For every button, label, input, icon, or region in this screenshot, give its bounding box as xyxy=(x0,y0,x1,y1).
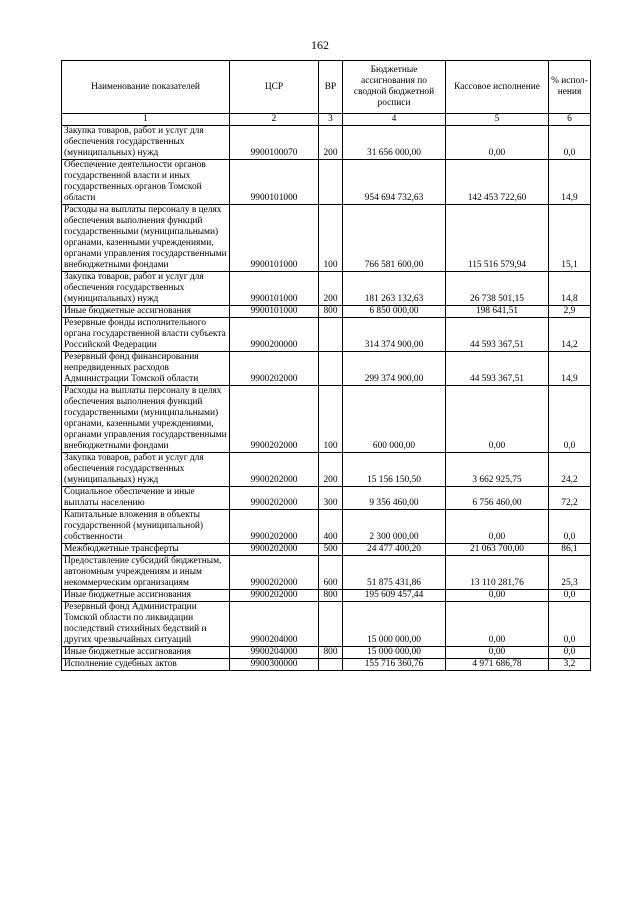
row-vr-cell: 800 xyxy=(319,306,343,318)
row-pct-cell: 2,9 xyxy=(549,306,591,318)
row-vr-cell xyxy=(319,659,343,671)
row-pct-cell: 14,9 xyxy=(549,352,591,386)
table-row xyxy=(62,318,591,352)
column-number: 4 xyxy=(343,114,446,126)
table-body xyxy=(62,126,591,671)
table-row xyxy=(62,453,591,487)
row-plan-cell: 195 609 457,44 xyxy=(343,590,446,602)
row-exec-cell: 26 738 501,15 xyxy=(446,272,549,306)
row-csr-cell: 9900202000 xyxy=(230,352,319,386)
row-vr-cell: 200 xyxy=(319,272,343,306)
row-name-cell: Обеспечение деятельности органов государственной власти и иных государственных органов Томской области xyxy=(62,160,230,205)
row-name-cell: Закупка товаров, работ и услуг для обеспечения государственных (муниципальных) нужд xyxy=(62,126,230,160)
row-plan-cell: 6 850 000,00 xyxy=(343,306,446,318)
row-name-cell: Закупка товаров, работ и услуг для обеспечения государственных (муниципальных) нужд xyxy=(62,453,230,487)
header-name: Наименование показателей xyxy=(62,61,230,114)
row-name-cell: Резервный фонд финансирования непредвиденных расходов Администрации Томской области xyxy=(62,352,230,386)
row-vr-cell: 800 xyxy=(319,647,343,659)
table-row xyxy=(62,590,591,602)
row-exec-cell: 21 063 700,00 xyxy=(446,544,549,556)
row-name-cell: Расходы на выплаты персоналу в целях обеспечения выполнения функций государственными (муниципальными) органами, казенными учреждениями, органами управления государственными внебюджетными фондами xyxy=(62,205,230,272)
budget-table xyxy=(61,60,591,671)
row-pct-cell: 14,8 xyxy=(549,272,591,306)
row-plan-cell: 31 656 000,00 xyxy=(343,126,446,160)
table-row xyxy=(62,352,591,386)
column-number: 2 xyxy=(230,114,319,126)
row-csr-cell: 9900202000 xyxy=(230,590,319,602)
table-row xyxy=(62,386,591,453)
row-name-cell: Резервные фонды исполнительного органа государственной власти субъекта Российской Федерации xyxy=(62,318,230,352)
row-csr-cell: 9900202000 xyxy=(230,487,319,510)
table-row xyxy=(62,160,591,205)
row-vr-cell xyxy=(319,160,343,205)
row-pct-cell: 3,2 xyxy=(549,659,591,671)
row-pct-cell: 0,0 xyxy=(549,602,591,647)
row-pct-cell: 0,0 xyxy=(549,386,591,453)
row-vr-cell: 100 xyxy=(319,386,343,453)
row-csr-cell: 9900101000 xyxy=(230,306,319,318)
row-csr-cell: 9900100070 xyxy=(230,126,319,160)
table-row xyxy=(62,205,591,272)
row-exec-cell: 4 971 686,78 xyxy=(446,659,549,671)
row-exec-cell: 198 641,51 xyxy=(446,306,549,318)
row-plan-cell: 2 300 000,00 xyxy=(343,510,446,544)
table-row xyxy=(62,647,591,659)
row-exec-cell: 142 453 722,60 xyxy=(446,160,549,205)
row-exec-cell: 0,00 xyxy=(446,510,549,544)
row-plan-cell: 600 000,00 xyxy=(343,386,446,453)
row-csr-cell: 9900101000 xyxy=(230,160,319,205)
row-pct-cell: 0,0 xyxy=(549,647,591,659)
column-number: 5 xyxy=(446,114,549,126)
row-pct-cell: 0,0 xyxy=(549,510,591,544)
row-exec-cell: 44 593 367,51 xyxy=(446,352,549,386)
row-plan-cell: 766 581 600,00 xyxy=(343,205,446,272)
row-vr-cell xyxy=(319,352,343,386)
table-row xyxy=(62,544,591,556)
row-csr-cell: 9900101000 xyxy=(230,272,319,306)
row-plan-cell: 15 000 000,00 xyxy=(343,647,446,659)
table-row xyxy=(62,602,591,647)
page-number: 162 xyxy=(311,38,329,52)
row-pct-cell: 24,2 xyxy=(549,453,591,487)
header-pct: % испол-нения xyxy=(549,61,591,114)
row-vr-cell: 200 xyxy=(319,453,343,487)
row-name-cell: Иные бюджетные ассигнования xyxy=(62,647,230,659)
row-name-cell: Капитальные вложения в объекты государственной (муниципальной) собственности xyxy=(62,510,230,544)
row-name-cell: Иные бюджетные ассигнования xyxy=(62,306,230,318)
row-pct-cell: 0,0 xyxy=(549,126,591,160)
row-vr-cell: 100 xyxy=(319,205,343,272)
row-name-cell: Закупка товаров, работ и услуг для обеспечения государственных (муниципальных) нужд xyxy=(62,272,230,306)
row-exec-cell: 3 662 925,75 xyxy=(446,453,549,487)
row-name-cell: Иные бюджетные ассигнования xyxy=(62,590,230,602)
column-number: 6 xyxy=(549,114,591,126)
row-pct-cell: 86,1 xyxy=(549,544,591,556)
row-exec-cell: 44 593 367,51 xyxy=(446,318,549,352)
row-plan-cell: 24 477 400,20 xyxy=(343,544,446,556)
row-csr-cell: 9900200000 xyxy=(230,318,319,352)
row-name-cell: Социальное обеспечение и иные выплаты населению xyxy=(62,487,230,510)
row-vr-cell xyxy=(319,602,343,647)
header-row xyxy=(62,61,591,114)
column-number: 3 xyxy=(319,114,343,126)
header-exec: Кассовое исполнение xyxy=(446,61,549,114)
row-vr-cell: 400 xyxy=(319,510,343,544)
row-pct-cell: 72,2 xyxy=(549,487,591,510)
row-pct-cell: 14,2 xyxy=(549,318,591,352)
row-plan-cell: 15 156 150,50 xyxy=(343,453,446,487)
row-pct-cell: 15,1 xyxy=(549,205,591,272)
row-csr-cell: 9900101000 xyxy=(230,205,319,272)
row-csr-cell: 9900204000 xyxy=(230,647,319,659)
row-pct-cell: 25,3 xyxy=(549,556,591,590)
row-plan-cell: 9 356 460,00 xyxy=(343,487,446,510)
row-csr-cell: 9900202000 xyxy=(230,556,319,590)
row-vr-cell: 600 xyxy=(319,556,343,590)
row-csr-cell: 9900204000 xyxy=(230,602,319,647)
row-exec-cell: 0,00 xyxy=(446,590,549,602)
header-csr: ЦСР xyxy=(230,61,319,114)
column-number: 1 xyxy=(62,114,230,126)
row-exec-cell: 6 756 460,00 xyxy=(446,487,549,510)
row-exec-cell: 13 110 281,76 xyxy=(446,556,549,590)
row-plan-cell: 51 875 431,86 xyxy=(343,556,446,590)
table-row xyxy=(62,306,591,318)
row-name-cell: Расходы на выплаты персоналу в целях обеспечения выполнения функций государственными (муниципальными) органами, казенными учреждениями, органами управления государственными внебюджетными фондами xyxy=(62,386,230,453)
header-vr: ВР xyxy=(319,61,343,114)
row-csr-cell: 9900300000 xyxy=(230,659,319,671)
row-csr-cell: 9900202000 xyxy=(230,510,319,544)
row-csr-cell: 9900202000 xyxy=(230,453,319,487)
header-plan: Бюджетные ассигнования по сводной бюджетной росписи xyxy=(343,61,446,114)
table-row xyxy=(62,272,591,306)
row-exec-cell: 0,00 xyxy=(446,386,549,453)
row-pct-cell: 14,9 xyxy=(549,160,591,205)
row-plan-cell: 155 716 360,76 xyxy=(343,659,446,671)
table-row xyxy=(62,487,591,510)
row-plan-cell: 954 694 732,63 xyxy=(343,160,446,205)
row-name-cell: Резервный фонд Администрации Томской области по ликвидации последствий стихийных бедствий и других чрезвычайных ситуаций xyxy=(62,602,230,647)
row-exec-cell: 0,00 xyxy=(446,126,549,160)
row-vr-cell xyxy=(319,318,343,352)
row-name-cell: Исполнение судебных актов xyxy=(62,659,230,671)
row-plan-cell: 15 000 000,00 xyxy=(343,602,446,647)
table-row xyxy=(62,126,591,160)
row-vr-cell: 800 xyxy=(319,590,343,602)
row-plan-cell: 181 263 132,63 xyxy=(343,272,446,306)
row-vr-cell: 500 xyxy=(319,544,343,556)
row-vr-cell: 300 xyxy=(319,487,343,510)
row-name-cell: Предоставление субсидий бюджетным, автономным учреждениям и иным некоммерческим организациям xyxy=(62,556,230,590)
row-plan-cell: 314 374 900,00 xyxy=(343,318,446,352)
table-row xyxy=(62,510,591,544)
row-name-cell: Межбюджетные трансферты xyxy=(62,544,230,556)
row-pct-cell: 0,0 xyxy=(549,590,591,602)
row-vr-cell: 200 xyxy=(319,126,343,160)
column-number-row xyxy=(62,114,591,126)
row-exec-cell: 115 516 579,94 xyxy=(446,205,549,272)
table-row xyxy=(62,556,591,590)
row-csr-cell: 9900202000 xyxy=(230,544,319,556)
row-exec-cell: 0,00 xyxy=(446,647,549,659)
row-csr-cell: 9900202000 xyxy=(230,386,319,453)
row-plan-cell: 299 374 900,00 xyxy=(343,352,446,386)
row-exec-cell: 0,00 xyxy=(446,602,549,647)
table-row xyxy=(62,659,591,671)
